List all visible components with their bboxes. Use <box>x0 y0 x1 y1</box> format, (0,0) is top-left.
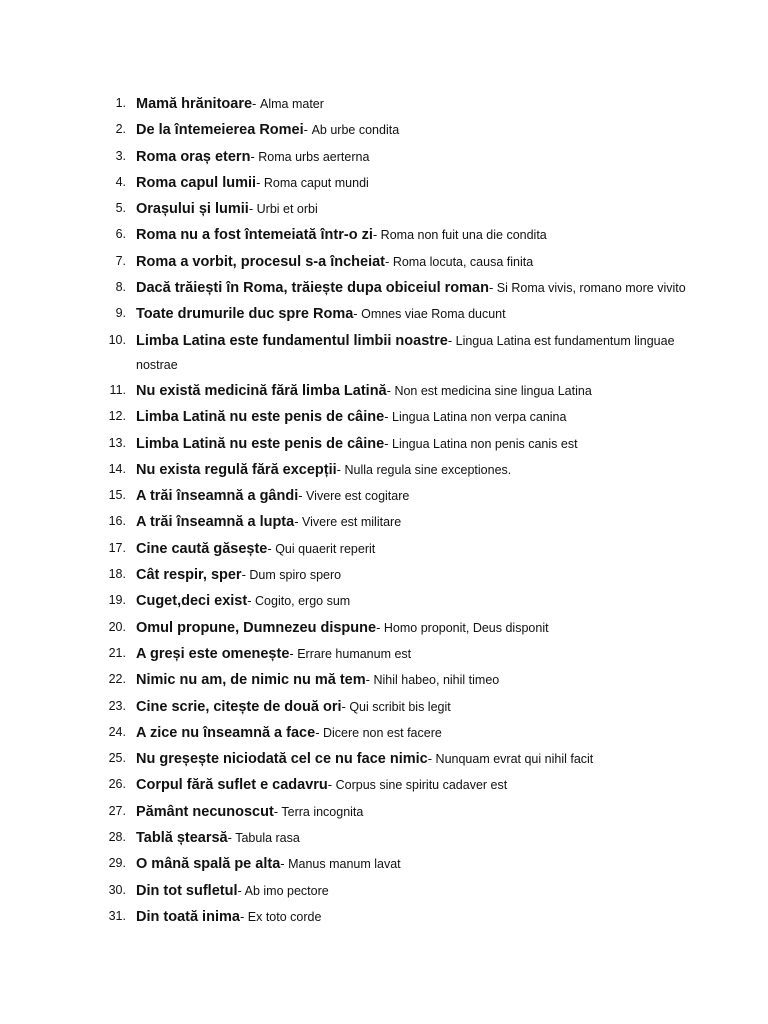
latin-phrase: Urbi et orbi <box>253 202 318 217</box>
romanian-phrase: Cât respir, sper <box>136 567 242 584</box>
latin-phrase: Lingua Latina non verpa canina <box>388 410 567 425</box>
list-item <box>0 223 768 247</box>
list-item <box>0 668 768 692</box>
list-item <box>0 405 768 429</box>
romanian-phrase: Omul propune, Dumnezeu dispune <box>136 619 377 636</box>
latin-phrase: Vivere est cogitare <box>302 489 410 504</box>
latin-phrase: Roma caput mundi <box>260 175 369 190</box>
separator: - <box>294 514 299 530</box>
latin-phrase: Roma non fuit una die condita <box>377 228 547 243</box>
separator: - <box>237 882 242 898</box>
separator: - <box>327 777 333 793</box>
list-item <box>0 905 768 929</box>
separator: - <box>298 488 303 504</box>
latin-phrase: Lingua Latina est fundamentum linguae nostrae <box>136 333 675 372</box>
romanian-phrase: A zice nu înseamnă a face <box>136 724 316 741</box>
romanian-phrase: Nu exista regulă fără excepții <box>136 461 337 478</box>
romanian-phrase: Cine caută găsește <box>136 540 268 557</box>
latin-phrase: Qui quaerit reperit <box>271 541 376 556</box>
romanian-phrase: Limba Latina este fundamentul limbii noastre <box>136 332 448 349</box>
latin-phrase: Nunquam evrat qui nihil facit <box>432 752 594 767</box>
separator: - <box>353 306 358 322</box>
romanian-phrase: Corpul fără suflet e cadavru <box>136 777 328 794</box>
romanian-phrase: Nu există medicină fără limba Latină <box>136 382 387 399</box>
item-number: 18. <box>108 567 126 582</box>
latin-phrase: Dicere non est facere <box>319 725 442 740</box>
item-number: 12. <box>108 409 126 424</box>
list-item <box>0 721 768 745</box>
item-number: 24. <box>108 724 126 739</box>
list-item <box>0 484 768 508</box>
separator: - <box>365 672 370 688</box>
latin-phrase: Corpus sine spiritu cadaver est <box>332 778 508 793</box>
item-number: 15. <box>108 488 126 503</box>
list-item <box>0 329 768 377</box>
separator: - <box>280 856 285 872</box>
list-item <box>0 92 768 116</box>
romanian-phrase: Nu greșește niciodată cel ce nu face nimic <box>136 751 428 768</box>
latin-phrase: Ex toto corde <box>244 909 322 924</box>
separator: - <box>289 645 294 661</box>
latin-phrase: Dum spiro spero <box>245 568 342 583</box>
romanian-phrase: Limba Latină nu este penis de câine <box>136 409 385 426</box>
latin-phrase: Vivere est militare <box>298 515 402 530</box>
latin-phrase: Non est medicina sine lingua Latina <box>390 383 592 398</box>
romanian-phrase: A greși este omenește <box>136 645 290 662</box>
list-item <box>0 800 768 824</box>
romanian-phrase: Din toată inima <box>136 908 240 925</box>
list-item <box>0 458 768 482</box>
item-number: 30. <box>108 882 126 897</box>
romanian-phrase: A trăi înseamnă a lupta <box>136 514 295 531</box>
latin-phrase: Omnes viae Roma ducunt <box>357 307 506 322</box>
separator: - <box>267 540 272 556</box>
romanian-phrase: Nimic nu am, de nimic nu mă tem <box>136 672 366 689</box>
latin-phrase: Manus manum lavat <box>284 857 401 872</box>
item-number: 31. <box>108 908 126 923</box>
separator: - <box>256 174 261 190</box>
item-number: 28. <box>108 830 126 845</box>
romanian-phrase: Orașului și lumii <box>136 201 249 218</box>
separator: - <box>376 619 381 635</box>
item-number: 20. <box>108 619 126 634</box>
latin-phrase: Si Roma vivis, romano more vivito <box>493 281 686 296</box>
separator: - <box>427 751 433 767</box>
romanian-phrase: Roma capul lumii <box>136 174 257 191</box>
latin-phrase: Nulla regula sine exceptiones. <box>341 462 512 477</box>
romanian-phrase: Roma oraș etern <box>136 148 251 165</box>
item-number: 21. <box>108 645 126 660</box>
separator: - <box>273 803 279 819</box>
latin-phrase: Errare humanum est <box>293 646 412 661</box>
separator: - <box>241 567 246 583</box>
latin-phrase: Tabula rasa <box>231 831 300 846</box>
item-number: 4. <box>115 174 126 189</box>
item-number: 8. <box>115 280 126 295</box>
latin-phrase: Terra incognita <box>278 804 364 819</box>
separator: - <box>384 409 389 425</box>
latin-phrase: Qui scribit bis legit <box>345 699 451 714</box>
item-number: 16. <box>108 514 126 529</box>
list-item <box>0 250 768 274</box>
romanian-phrase: O mână spală pe alta <box>136 856 281 873</box>
romanian-phrase: Roma nu a fost întemeiată într-o zi <box>136 227 373 244</box>
item-number: 26. <box>108 777 126 792</box>
item-number: 23. <box>108 698 126 713</box>
separator: - <box>386 382 391 398</box>
item-number: 3. <box>115 148 126 163</box>
item-number: 29. <box>108 856 126 871</box>
romanian-phrase: Din tot sufletul <box>136 882 238 899</box>
latin-phrase: Roma urbs aerterna <box>254 149 370 164</box>
item-number: 1. <box>115 96 126 110</box>
item-number: 6. <box>115 227 126 242</box>
romanian-phrase: Limba Latină nu este penis de câine <box>136 435 385 452</box>
romanian-phrase: Dacă trăiești în Roma, trăiește dupa obiceiul roman <box>136 280 489 297</box>
item-number: 27. <box>108 803 126 818</box>
item-number: 7. <box>115 253 126 268</box>
separator: - <box>372 227 378 243</box>
list-item <box>0 563 768 587</box>
romanian-phrase: A trăi înseamnă a gândi <box>136 488 299 505</box>
list-item <box>0 852 768 876</box>
item-number: 9. <box>115 306 126 321</box>
item-number: 10. <box>108 332 126 347</box>
romanian-phrase: De la întemeierea Romei <box>136 122 304 139</box>
list-item <box>0 589 768 613</box>
separator: - <box>303 122 312 138</box>
list-item <box>0 145 768 169</box>
list-item <box>0 695 768 719</box>
latin-phrase: Ab urbe condita <box>311 123 400 138</box>
list-item <box>0 826 768 850</box>
list-item <box>0 537 768 561</box>
latin-phrase: Ab imo pectore <box>241 883 329 898</box>
latin-phrase: Nihil habeo, nihil timeo <box>369 673 500 688</box>
separator: - <box>384 435 389 451</box>
list-item <box>0 379 768 403</box>
item-number: 19. <box>108 593 126 608</box>
list-item <box>0 747 768 771</box>
separator: - <box>385 253 390 269</box>
separator: - <box>336 461 342 477</box>
latin-phrase: Lingua Latina non penis canis est <box>388 436 578 451</box>
separator: - <box>239 908 245 924</box>
list-item <box>0 302 768 326</box>
latin-phrase: Homo proponit, Deus disponit <box>380 620 549 635</box>
separator: - <box>250 148 255 164</box>
item-number: 13. <box>108 435 126 450</box>
item-number: 11. <box>109 382 126 397</box>
list-item <box>0 197 768 221</box>
separator: - <box>252 96 260 111</box>
romanian-phrase: Pământ necunoscut <box>136 803 274 820</box>
latin-phrase: Cogito, ergo sum <box>251 594 351 609</box>
list-item <box>0 276 768 300</box>
list-item <box>0 879 768 903</box>
separator: - <box>447 332 453 348</box>
item-number: 14. <box>108 461 126 476</box>
list-item <box>0 773 768 797</box>
separator: - <box>488 280 494 296</box>
romanian-phrase: Cuget,deci exist <box>136 593 248 610</box>
item-number: 2. <box>115 122 126 137</box>
romanian-phrase: Cine scrie, citește de două ori <box>136 698 342 715</box>
latin-phrase: Alma mater <box>260 97 324 111</box>
romanian-phrase: Toate drumurile duc spre Roma <box>136 306 354 323</box>
romanian-phrase: Mamă hrănitoare <box>136 96 253 112</box>
separator: - <box>315 724 320 740</box>
separator: - <box>248 201 254 217</box>
phrase-list <box>0 92 768 931</box>
item-number: 5. <box>115 201 126 216</box>
list-item <box>0 432 768 456</box>
latin-phrase: Roma locuta, causa finita <box>389 254 534 269</box>
romanian-phrase: Roma a vorbit, procesul s-a încheiat <box>136 253 385 270</box>
list-item <box>0 171 768 195</box>
separator: - <box>227 830 232 846</box>
list-item <box>0 510 768 534</box>
separator: - <box>341 698 346 714</box>
list-item <box>0 616 768 640</box>
separator: - <box>247 593 252 609</box>
list-item <box>0 642 768 666</box>
item-number: 17. <box>108 540 126 555</box>
list-item <box>0 118 768 142</box>
romanian-phrase: Tablă ștearsă <box>136 830 228 847</box>
item-number: 22. <box>108 672 126 687</box>
item-number: 25. <box>108 751 126 766</box>
